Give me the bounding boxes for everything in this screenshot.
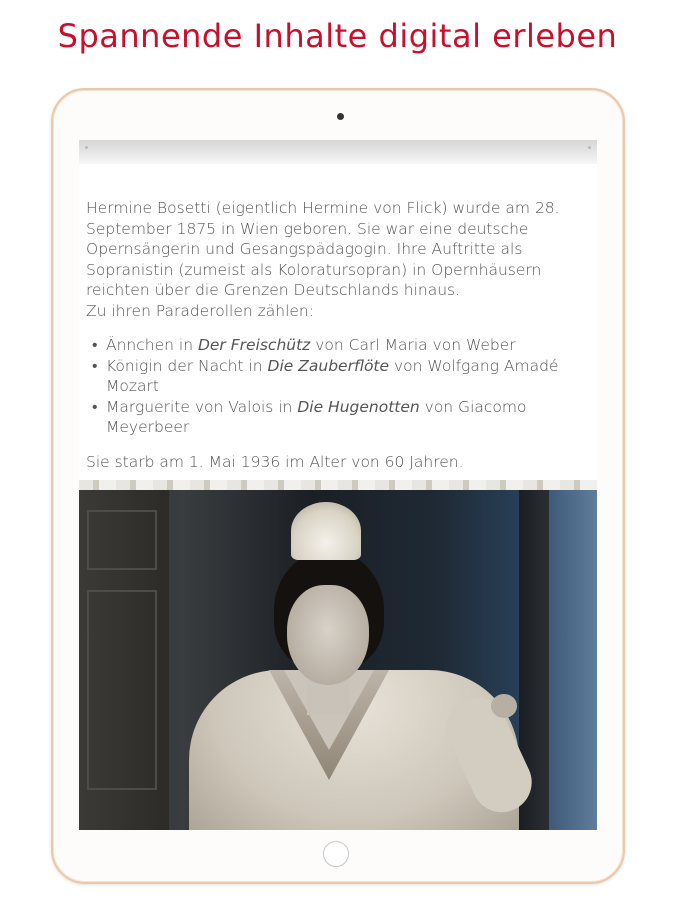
bullet: • bbox=[92, 397, 98, 416]
photo-torn-edge bbox=[79, 480, 597, 490]
front-camera bbox=[337, 113, 344, 120]
composer-name: von Wolfgang Amadé Mozart bbox=[106, 356, 559, 395]
opera-title: Die Hugenotten bbox=[297, 397, 420, 416]
role-name: Königin der Nacht in bbox=[106, 356, 268, 375]
role-name: Ännchen in bbox=[106, 336, 198, 354]
photo-face bbox=[287, 585, 369, 685]
photo-tiara bbox=[291, 502, 361, 560]
photo-door-frame bbox=[549, 490, 597, 830]
headline: Spannende Inhalte digital erleben bbox=[57, 17, 618, 55]
door-panel bbox=[87, 510, 157, 570]
article-intro: Hermine Bosetti (eigentlich Hermine von Flick) wurde am 28. September 1875 in Wien geboren. Sie war eine deutsche Opernsängerin und Gesangspädagogin. Ihre Auftritte als Sopranistin (zumeist als Koloratursopran) in Opernhäusern reichten über die Grenzen Deutschlands hinaus. bbox=[86, 199, 560, 299]
list-item bbox=[86, 335, 592, 356]
bullet: • bbox=[92, 336, 98, 354]
top-bar bbox=[79, 140, 597, 164]
tablet-screen bbox=[79, 140, 597, 830]
top-bar-right-dot bbox=[588, 146, 591, 149]
home-button[interactable] bbox=[323, 841, 349, 867]
opera-title: Der Freischütz bbox=[197, 336, 311, 354]
photo-hand bbox=[491, 694, 517, 718]
roles-heading: Zu ihren Paraderollen zählen: bbox=[86, 301, 314, 320]
list-item bbox=[86, 397, 592, 438]
article-text bbox=[86, 198, 592, 472]
role-name: Marguerite von Valois in bbox=[106, 397, 298, 416]
portrait-photo bbox=[79, 480, 597, 830]
composer-name: von Carl Maria von Weber bbox=[310, 336, 516, 354]
roles-list bbox=[86, 335, 592, 438]
article-outro: Sie starb am 1. Mai 1936 im Alter von 60 Jahren. bbox=[86, 452, 464, 471]
top-bar-left-dot bbox=[85, 146, 88, 149]
bullet: • bbox=[92, 356, 98, 375]
opera-title: Die Zauberflöte bbox=[267, 356, 390, 375]
composer-name: von Giacomo Meyerbeer bbox=[106, 397, 527, 436]
list-item bbox=[86, 356, 592, 397]
door-panel bbox=[87, 590, 157, 790]
photo-door-left bbox=[79, 490, 169, 830]
